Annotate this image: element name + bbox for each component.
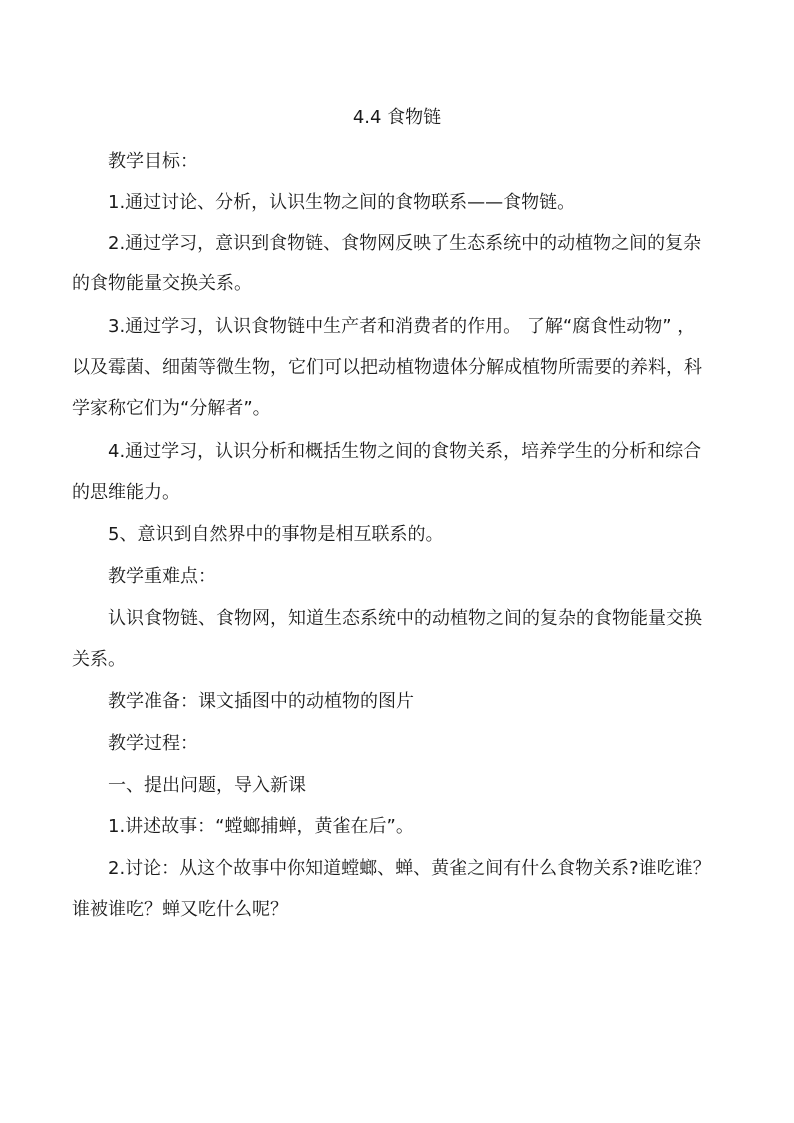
- keypoints-line-1: 认识食物链、食物网，知道生态系统中的动植物之间的复杂的食物能量交换: [108, 608, 702, 629]
- objectives-heading: 教学目标：: [108, 151, 198, 172]
- objective-3-line-3: 学家称它们为“分解者”。: [72, 398, 271, 419]
- objective-2-line-1: 2.通过学习，意识到食物链、食物网反映了生态系统中的动植物之间的复杂: [108, 233, 702, 254]
- objective-3-line-2: 以及霉菌、细菌等微生物，它们可以把动植物遗体分解成植物所需要的养料，科: [72, 357, 702, 378]
- objective-5: 5、意识到自然界中的事物是相互联系的。: [108, 524, 444, 545]
- section-1-heading: 一、提出问题，导入新课: [108, 775, 306, 796]
- objective-4-line-1: 4.通过学习，认识分析和概括生物之间的食物关系，培养学生的分析和综合: [108, 441, 702, 462]
- process-heading: 教学过程：: [108, 733, 198, 754]
- step-2-line-2: 谁被谁吃？蝉又吃什么呢？: [72, 899, 288, 920]
- step-2-line-1: 2.讨论：从这个故事中你知道螳螂、蝉、黄雀之间有什么食物关系?谁吃谁？: [108, 858, 711, 879]
- objective-2-line-2: 的食物能量交换关系。: [72, 273, 252, 294]
- preparation-text: 教学准备：课文插图中的动植物的图片: [108, 691, 414, 712]
- objective-1: 1.通过讨论、分析，认识生物之间的食物联系——食物链。: [108, 192, 576, 213]
- objective-4-line-2: 的思维能力。: [72, 482, 180, 503]
- document-title: 4.4 食物链: [352, 107, 442, 128]
- step-1: 1.讲述故事：“螳螂捕蝉，黄雀在后”。: [108, 816, 414, 837]
- keypoints-line-2: 关系。: [72, 649, 126, 670]
- objective-3-line-1: 3.通过学习，认识食物链中生产者和消费者的作用。 了解“腐食性动物” ，: [108, 316, 696, 337]
- keypoints-heading: 教学重难点：: [108, 566, 216, 587]
